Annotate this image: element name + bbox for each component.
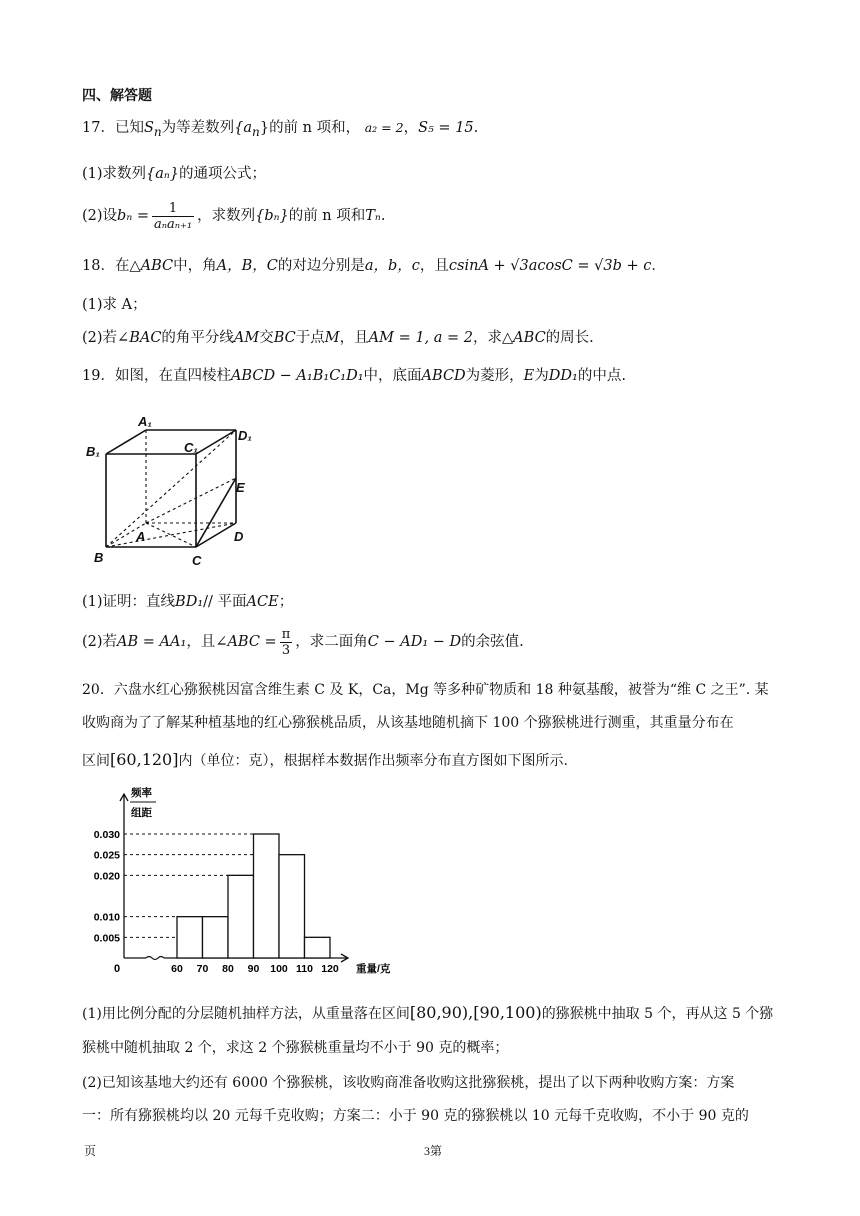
q18-p2-mid5: ，求 — [473, 330, 503, 346]
q18-p2-mid2: 交 — [259, 330, 274, 346]
label-c1: C₁ — [184, 440, 198, 455]
q17-p2-fraction — [152, 201, 194, 232]
q19-p2-num: π — [281, 626, 291, 642]
q18-sides: a，b，c — [364, 258, 420, 274]
q20-interval: [60,120] — [110, 750, 179, 769]
y-label-bottom: 组距 — [131, 807, 152, 819]
q19-stem-mid3: 为 — [534, 368, 549, 384]
q19-p2-end: 的余弦值. — [461, 634, 524, 650]
q17-p2-end: . — [380, 208, 386, 224]
y-tick-label: 0.030 — [93, 829, 120, 841]
q19-dd1: DD₁ — [548, 368, 578, 384]
q17-s: S — [143, 120, 154, 136]
q17-p2-num: 1 — [152, 201, 194, 217]
q19-p1-bd1: BD₁ — [175, 594, 204, 610]
q17-seq-a-sub: n — [252, 124, 260, 139]
q18-p2-pre: (2)若 — [82, 330, 118, 346]
label-a: A — [136, 529, 146, 544]
q17-p2-tail: 的前 n 项和 — [288, 208, 366, 224]
label-d1: D₁ — [238, 428, 252, 443]
q18-stem-pre: 18．在 — [82, 258, 130, 274]
q18-stem — [82, 256, 666, 276]
q18-stem-mid2: 的对边分别是 — [277, 258, 365, 274]
q17-part2 — [82, 196, 385, 236]
edge-c-d — [196, 523, 236, 547]
x-axis-label: 重量/克 — [356, 963, 391, 975]
x-axis-break — [146, 957, 164, 960]
histogram-bar — [203, 917, 229, 958]
q18-stem-mid3: ，且 — [419, 258, 449, 274]
q20-p1-pre: (1)用比例分配的分层随机抽样方法，从重量落在区间 — [82, 1006, 410, 1022]
y-label-top: 频率 — [131, 787, 152, 799]
q18-angles: A，B，C — [216, 258, 278, 274]
edge-b1-a1 — [106, 430, 146, 454]
q19-p2-mid: ，且 — [186, 634, 216, 650]
label-b1: B₁ — [86, 444, 100, 459]
label-e: E — [236, 480, 245, 495]
histogram-bar — [305, 937, 331, 958]
prism-figure — [84, 410, 264, 575]
q19-p1-mid: // 平面 — [203, 594, 247, 610]
q17-seq-close: } — [259, 120, 270, 136]
q18-p2-mid3: 于点 — [295, 330, 325, 346]
q20-part2-line1: (2)已知该基地大约还有 6000 个猕猴桃，该收购商准备收购这批猕猴桃，提出了以下两种收购方案：方案 — [82, 1075, 735, 1091]
q17-p2-pre: (2)设 — [82, 208, 118, 224]
histogram-bar — [254, 834, 280, 958]
footer-page-number: 3第 — [424, 1144, 443, 1158]
q20-part1-line1 — [82, 1003, 773, 1024]
q19-p2-pre: (2)若 — [82, 634, 118, 650]
q19-part1 — [82, 592, 293, 612]
q18-p2-angle: ∠BAC — [117, 330, 162, 346]
q20-line2: 收购商为了了解某种植基地的红心猕猴桃品质，从该基地随机摘下 100 个猕猴桃进行测重，其重量分布在 — [82, 715, 734, 731]
q17-p1-tail: 的通项公式； — [179, 166, 267, 182]
q20-p1-tail: 的猕猴桃中抽取 5 个，再从这 5 个猕 — [541, 1006, 774, 1022]
q18-p2-mid4: ，且 — [339, 330, 369, 346]
q19-p1-end: ； — [278, 594, 294, 610]
histogram-bar — [177, 917, 203, 958]
q17-stem-tail: 的前 n 项和， — [269, 120, 361, 136]
q17-stem — [82, 118, 478, 142]
q17-part1 — [82, 164, 266, 184]
q18-p2-triangle: △ABC — [502, 330, 546, 346]
q20-line1: 20．六盘水红心猕猴桃因富含维生素 C 及 K，Ca，Mg 等多种矿物质和 18 种氨基酸，被誉为“维 C 之王”. 某 — [82, 682, 769, 698]
q18-p2-cond: AM = 1, a = 2 — [368, 330, 474, 346]
q19-stem-mid: 中，底面 — [363, 368, 422, 384]
q19-stem-mid2: 为菱形， — [465, 368, 524, 384]
x-tick-label: 80 — [222, 963, 234, 975]
q18-p2-end: 的周长. — [545, 330, 594, 346]
q19-p2-den: 3 — [281, 642, 291, 658]
x-tick-label: 120 — [321, 963, 339, 975]
q19-p2-cond: AB = AA₁ — [117, 634, 187, 650]
q19-prism: ABCD − A₁B₁C₁D₁ — [230, 368, 364, 384]
q20-part1-line2: 猴桃中随机抽取 2 个，求这 2 个猕猴桃重量均不小于 90 克的概率； — [82, 1040, 509, 1056]
edge-c1-d1 — [196, 430, 236, 454]
q18-p2-m: M — [324, 330, 340, 346]
q20-part2-line2: 一：所有猕猴桃均以 20 元每千克收购；方案二：小于 90 克的猕猴桃以 10 元每千克收购，不小于 90 克的 — [82, 1108, 749, 1124]
x-tick-label: 100 — [270, 963, 288, 975]
histogram-chart — [86, 782, 426, 980]
q17-stem-pre: 17．已知 — [82, 120, 144, 136]
x-tick-label: 110 — [296, 963, 313, 975]
q17-stem-mid: 为等差数列 — [161, 120, 235, 136]
q20-line3-pre: 区间 — [82, 753, 110, 769]
q19-stem-end: 的中点. — [577, 368, 626, 384]
x-tick-label: 60 — [171, 963, 183, 975]
y-tick-label: 0.020 — [93, 870, 120, 883]
q19-stem-pre: 19．如图，在直四棱柱 — [82, 368, 231, 384]
label-d: D — [234, 529, 244, 544]
origin-label: 0 — [114, 963, 121, 975]
q19-p2-fraction — [280, 627, 293, 658]
q17-cond2: S₅ = 15 — [418, 120, 474, 136]
label-a1: A₁ — [138, 414, 152, 429]
q19-e: E — [523, 368, 535, 384]
q17-p2-t: Tₙ — [365, 208, 381, 224]
q20-line3 — [82, 750, 568, 771]
q18-p2-bc: BC — [273, 330, 296, 346]
q18-p2-am: AM — [233, 330, 260, 346]
x-tick-label: 70 — [196, 963, 209, 975]
q17-p2-bn: bₙ = — [117, 208, 149, 224]
label-b: B — [94, 550, 104, 565]
q19-base: ABCD — [421, 368, 466, 384]
q19-p1-pre: (1)证明：直线 — [82, 594, 176, 610]
q17-p2-mid: ，求数列 — [197, 208, 256, 224]
q17-p2-den: aₙaₙ₊₁ — [153, 216, 193, 232]
q18-p2-mid: 的角平分线 — [161, 330, 234, 346]
q17-p1-seq: {aₙ} — [146, 166, 180, 182]
q17-p1-pre: (1)求数列 — [82, 166, 147, 182]
q17-p2-seq: {bₙ} — [255, 208, 289, 224]
y-tick-label: 0.010 — [93, 911, 120, 924]
q17-cond-end: . — [473, 120, 479, 136]
y-tick-label: 0.025 — [93, 849, 120, 862]
x-tick-label: 90 — [247, 963, 260, 975]
q18-equation: csinA + √3acosC = √3b + c — [448, 258, 652, 274]
histogram-bar — [228, 875, 254, 958]
q18-stem-mid: 中，角 — [173, 258, 217, 274]
q17-cond-sep: ， — [403, 120, 419, 136]
section-title: 四、解答题 — [82, 88, 152, 104]
y-tick-label: 0.005 — [93, 932, 120, 945]
q19-part2 — [82, 622, 524, 662]
q18-part2 — [82, 328, 594, 348]
q20-p1-intervals: [80,90),[90,100) — [409, 1003, 542, 1022]
q17-seq-a: {a — [234, 120, 253, 136]
q17-s-sub: n — [153, 124, 162, 139]
label-c: C — [192, 553, 202, 568]
q19-p2-mid2: ，求二面角 — [295, 634, 368, 650]
histogram-bar — [279, 855, 305, 958]
q19-p2-dihedral: C − AD₁ − D — [367, 634, 462, 650]
q20-line3-tail: 内（单位：克），根据样本数据作出频率分布直方图如下图所示. — [178, 753, 568, 769]
q18-triangle: △ABC — [129, 258, 174, 274]
footer-left: 页 — [84, 1144, 97, 1158]
q18-part1: (1)求 A； — [82, 297, 147, 313]
q19-p1-ace: ACE — [246, 594, 279, 610]
q17-cond1: a₂ = 2 — [364, 120, 404, 135]
hidden-diagonal-b-d1 — [106, 430, 236, 547]
q18-stem-end: ． — [651, 258, 666, 274]
q19-p2-angle: ∠ABC = — [215, 634, 277, 650]
q19-stem — [82, 366, 626, 386]
